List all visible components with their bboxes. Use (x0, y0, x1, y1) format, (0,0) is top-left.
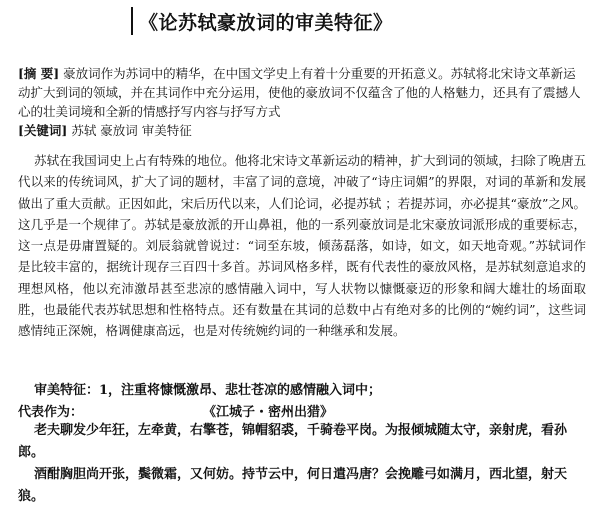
title-block (131, 6, 393, 36)
abstract-label: [摘 要] (18, 66, 60, 81)
page-title: 《论苏轼豪放词的审美特征》 (139, 11, 393, 34)
keywords-text: 苏轼 豪放词 审美特征 (71, 123, 192, 138)
body-paragraph (18, 150, 586, 342)
keywords (18, 121, 192, 140)
representative-label: 代表作为： (18, 405, 84, 420)
poem-line-2: 酒酣胸胆尚开张，鬓微霜，又何妨。持节云中，何日遣冯唐？会挽雕弓如满月，西北望，射天狼。 (18, 467, 568, 504)
representative-line (18, 401, 586, 420)
abstract (18, 64, 586, 121)
abstract-text: 豪放词作为苏词中的精华，在中国文学史上有着十分重要的开拓意义。苏轼将北宋诗文革新运动扩大到词的领域，并在其词作中充分运用，使他的豪放词不仅蕴含了他的人格魅力，还具有了震撼人心的壮美词境和全新的情感抒写内容与抒写方式 (18, 66, 581, 119)
title-bar (131, 7, 133, 35)
poem-title: 《江城子・密州出猎》 (203, 405, 334, 420)
keywords-label: [关键词] (18, 123, 68, 138)
feature-heading: 审美特征：1，注重将慷慨激昂、悲壮苍凉的感情融入词中； (34, 383, 382, 398)
body-text: 苏轼在我国词史上占有特殊的地位。他将北宋诗文革新运动的精神，扩大到词的领域，扫除了晚唐五代以来的传统词风，扩大了词的题材，丰富了词的意境，冲破了“诗庄词媚”的界限，对词的革新和发展做出了重大贡献。正因如此，宋后历代以来，人们论词，必提苏轼 ；若提苏词，亦必提其“豪放”之风。这几乎是一个规律了。苏轼是豪放派的开山鼻祖，他的一系列豪放词是北宋豪放词派形成的重要标志，这一点是毋庸置疑的。刘辰翁就曾说过：“词至东坡，倾荡磊落，如诗，如文，如天地奇观。”苏轼词作是比较丰富的，据统计现存三百四十多首。苏词风格多样，既有代表性的豪放风格，是苏轼刻意追求的理想风格，他以充沛激昂甚至悲凉的感情融入词中，写人状物以慷慨豪迈的形象和阔大雄壮的场面取胜，也最能代表苏轼思想和性格特点。还有数量在其词的总数中占有绝对多的比例的“婉约词”，这些词感情纯正深婉，格调健康高远，也是对传统婉约词的一种继承和发展。 (18, 153, 586, 339)
poem-line-1: 老夫聊发少年狂，左牵黄，右擎苍，锦帽貂裘，千骑卷平岗。为报倾城随太守，亲射虎，看孙郎。 (18, 423, 568, 460)
